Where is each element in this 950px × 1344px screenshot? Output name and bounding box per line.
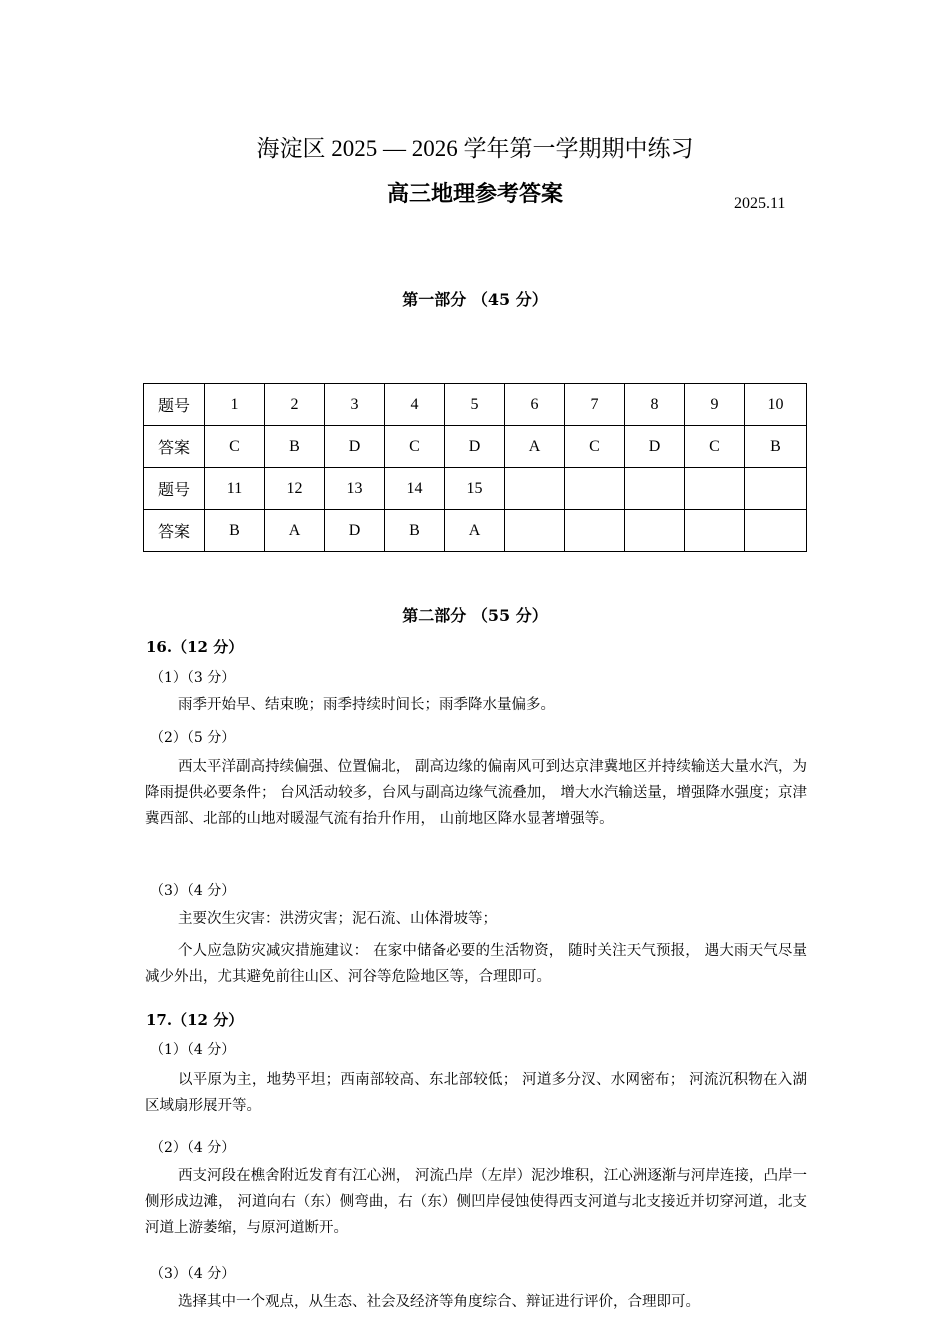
row-label: 答案 [144, 426, 205, 468]
row-label: 题号 [144, 384, 205, 426]
table-cell: 5 [445, 384, 505, 426]
table-cell: 2 [265, 384, 325, 426]
part1-heading: 第一部分 （45 分） [402, 290, 548, 309]
table-cell: 3 [325, 384, 385, 426]
q16-heading: 16.（12 分） [146, 638, 244, 656]
table-cell: 12 [265, 468, 325, 510]
page-subtitle: 高三地理参考答案 [386, 182, 563, 207]
table-cell: 7 [565, 384, 625, 426]
q17-heading: 17.（12 分） [146, 1011, 244, 1029]
q16-sub1-answer: 雨季开始早、结束晚；雨季持续时间长；雨季降水量偏多。 [178, 697, 555, 713]
answer-table [143, 383, 807, 552]
q16-sub2-answer: 西太平洋副高持续偏强、位置偏北， 副高边缘的偏南风可到达京津冀地区并持续输送大量水汽，为降雨提供必要条件； 台风活动较多，台风与副高边缘气流叠加， 增大水汽输送量，增强降水强度；京津冀西部、北部的山地对暖湿气流有抬升作用， 山前地区降水显著增强等。 [145, 759, 807, 827]
table-cell: B [385, 510, 445, 552]
table-row [144, 468, 807, 510]
q17-sub1-answer: 以平原为主，地势平坦；西南部较高、东北部较低； 河道多分汊、水网密布； 河流沉积物在入湖区域扇形展开等。 [145, 1072, 807, 1114]
table-cell [625, 468, 685, 510]
table-cell: D [625, 426, 685, 468]
q17-sub1-label: （1）（4 分） [150, 1042, 236, 1058]
part2-heading: 第二部分 （55 分） [402, 606, 548, 625]
table-cell: 11 [205, 468, 265, 510]
row-label: 题号 [144, 468, 205, 510]
table-cell: A [445, 510, 505, 552]
q16-sub2-label: （2）（5 分） [150, 730, 236, 746]
table-cell: A [265, 510, 325, 552]
q17-sub2-label: （2）（4 分） [150, 1140, 236, 1156]
table-cell [685, 510, 745, 552]
table-cell: D [325, 426, 385, 468]
table-cell: 4 [385, 384, 445, 426]
table-cell: 8 [625, 384, 685, 426]
table-cell: 1 [205, 384, 265, 426]
table-cell: 13 [325, 468, 385, 510]
q16-sub3-answer-2: 个人应急防灾减灾措施建议： 在家中储备必要的生活物资， 随时关注天气预报， 遇大雨天气尽量减少外出，尤其避免前往山区、河谷等危险地区等，合理即可。 [145, 943, 807, 985]
table-cell [505, 510, 565, 552]
table-cell [505, 468, 565, 510]
table-cell: B [265, 426, 325, 468]
page-title: 海淀区 2025 — 2026 学年第一学期期中练习 [256, 136, 694, 161]
table-cell: C [385, 426, 445, 468]
table-cell: C [685, 426, 745, 468]
q17-sub2-answer: 西支河段在樵舍附近发育有江心洲， 河流凸岸（左岸）泥沙堆积，江心洲逐渐与河岸连接，凸岸一侧形成边滩， 河道向右（东）侧弯曲，右（东）侧凹岸侵蚀使得西支河道与北支接近并切穿河道，北支河道上游萎缩，与原河道断开。 [145, 1168, 807, 1236]
table-row [144, 426, 807, 468]
table-cell: 6 [505, 384, 565, 426]
table-row [144, 384, 807, 426]
table-cell: D [325, 510, 385, 552]
q16-sub1-label: （1）（3 分） [150, 670, 236, 686]
table-cell [565, 510, 625, 552]
table-cell [565, 468, 625, 510]
table-cell [685, 468, 745, 510]
table-cell: C [565, 426, 625, 468]
q17-sub3-answer: 选择其中一个观点，从生态、社会及经济等角度综合、辩证进行评价，合理即可。 [178, 1294, 700, 1310]
table-cell: 15 [445, 468, 505, 510]
table-cell: A [505, 426, 565, 468]
table-cell: 14 [385, 468, 445, 510]
table-cell: 9 [685, 384, 745, 426]
table-cell: D [445, 426, 505, 468]
table-cell [745, 510, 807, 552]
row-label: 答案 [144, 510, 205, 552]
q16-sub3-label: （3）（4 分） [150, 883, 236, 899]
table-row [144, 510, 807, 552]
q17-sub3-label: （3）（4 分） [150, 1266, 236, 1282]
table-cell [745, 468, 807, 510]
table-cell: B [745, 426, 807, 468]
table-cell [625, 510, 685, 552]
document-date: 2025.11 [734, 195, 786, 212]
table-cell: 10 [745, 384, 807, 426]
q16-sub3-answer-1: 主要次生灾害：洪涝灾害；泥石流、山体滑坡等； [178, 911, 497, 927]
table-cell: B [205, 510, 265, 552]
table-cell: C [205, 426, 265, 468]
